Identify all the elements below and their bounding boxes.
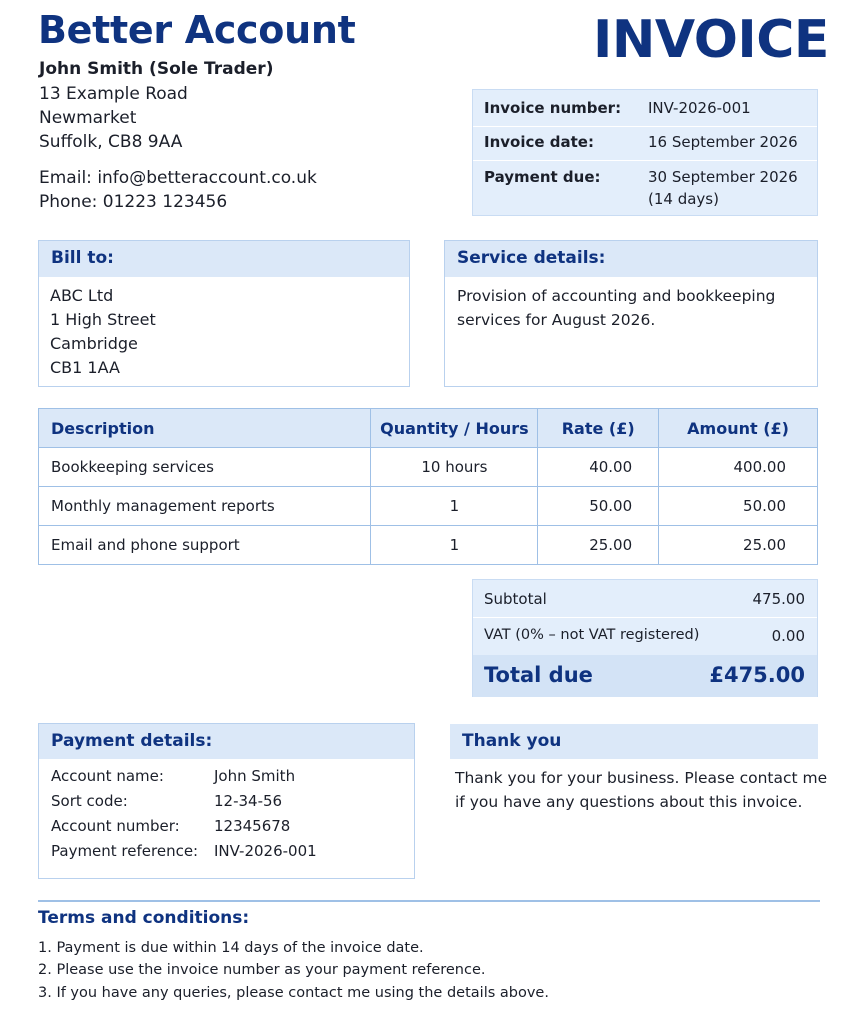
sender-address-line: Suffolk, CB8 9AA <box>39 132 183 152</box>
item-quantity: 1 <box>371 526 538 565</box>
invoice-number-label: Invoice number: <box>484 99 622 117</box>
sender-address-line: Newmarket <box>39 108 137 128</box>
thank-you-header <box>450 724 818 759</box>
service-details-panel <box>444 240 818 387</box>
service-details-line: Provision of accounting and bookkeeping <box>457 287 776 305</box>
phone-number: 01223 123456 <box>102 192 228 212</box>
payment-due-date: 30 September 2026 <box>648 168 798 186</box>
email-label: Email: <box>39 168 92 188</box>
invoice-date-value: 16 September 2026 <box>648 133 798 151</box>
bill-to-header <box>39 241 409 277</box>
column-header-description: Description <box>39 409 371 448</box>
sender-phone-line <box>39 192 227 212</box>
terms-item: 3. If you have any queries, please contact me using the details above. <box>38 985 549 1001</box>
payment-details-title: Payment details: <box>51 731 213 751</box>
subtotal-label: Subtotal <box>484 590 547 608</box>
terms-item: 2. Please use the invoice number as your payment reference. <box>38 962 486 978</box>
payment-due-note: (14 days) <box>648 190 719 208</box>
document-title: INVOICE <box>593 10 829 70</box>
thank-you-title: Thank you <box>462 731 562 751</box>
column-header-rate: Rate (£) <box>538 409 659 448</box>
service-details-title: Service details: <box>457 248 606 268</box>
item-rate: 25.00 <box>538 526 659 565</box>
thank-you-line: if you have any questions about this invoice. <box>455 793 803 811</box>
bill-to-panel <box>38 240 410 387</box>
sort-code-value: 12-34-56 <box>214 792 283 810</box>
payment-due-row <box>473 161 817 216</box>
bill-to-line: ABC Ltd <box>50 286 114 305</box>
email-link[interactable]: info@betteraccount.co.uk <box>97 168 317 188</box>
payment-reference-value: INV-2026-001 <box>214 842 317 860</box>
total-due-value: £475.00 <box>709 663 805 687</box>
payment-details-header <box>39 724 414 759</box>
account-name-value: John Smith <box>214 767 296 785</box>
table-header-row <box>39 409 818 448</box>
totals-divider <box>473 617 817 618</box>
bill-to-line: 1 High Street <box>50 310 156 329</box>
thank-you-line: Thank you for your business. Please contact me <box>455 769 828 787</box>
item-description: Monthly management reports <box>39 487 371 526</box>
invoice-date-label: Invoice date: <box>484 133 594 151</box>
table-row <box>39 487 818 526</box>
totals-box <box>472 579 818 697</box>
item-rate: 40.00 <box>538 448 659 487</box>
total-due-label: Total due <box>484 663 593 687</box>
trader-name: John Smith (Sole Trader) <box>39 59 274 79</box>
terms-item: 1. Payment is due within 14 days of the invoice date. <box>38 940 424 956</box>
invoice-date-row <box>473 127 817 160</box>
table-row <box>39 526 818 565</box>
terms-title: Terms and conditions: <box>38 908 250 928</box>
payment-details-panel <box>38 723 415 879</box>
bill-to-line: CB1 1AA <box>50 358 120 377</box>
payment-reference-label: Payment reference: <box>51 842 199 860</box>
item-amount: 25.00 <box>659 526 818 565</box>
vat-value: 0.00 <box>771 627 805 645</box>
sender-address-line: 13 Example Road <box>39 84 188 104</box>
item-rate: 50.00 <box>538 487 659 526</box>
item-description: Email and phone support <box>39 526 371 565</box>
subtotal-value: 475.00 <box>752 590 805 608</box>
bill-to-title: Bill to: <box>51 248 114 268</box>
bill-to-line: Cambridge <box>50 334 138 353</box>
total-due-row <box>473 655 817 697</box>
invoice-number-value: INV-2026-001 <box>648 99 751 117</box>
vat-label: VAT (0% – not VAT registered) <box>484 627 700 643</box>
section-divider <box>38 900 820 902</box>
account-name-label: Account name: <box>51 767 164 785</box>
invoice-number-row <box>473 90 817 126</box>
item-quantity: 1 <box>371 487 538 526</box>
account-number-label: Account number: <box>51 817 180 835</box>
sender-email-line <box>39 168 317 188</box>
service-details-line: services for August 2026. <box>457 311 656 329</box>
invoice-meta-box <box>472 89 818 216</box>
account-number-value: 12345678 <box>214 817 291 835</box>
phone-label: Phone: <box>39 192 98 212</box>
column-header-quantity: Quantity / Hours <box>371 409 538 448</box>
service-details-header <box>445 241 817 277</box>
sort-code-label: Sort code: <box>51 792 128 810</box>
item-quantity: 10 hours <box>371 448 538 487</box>
table-row <box>39 448 818 487</box>
line-items-table <box>38 408 818 565</box>
payment-due-label: Payment due: <box>484 168 601 186</box>
item-amount: 400.00 <box>659 448 818 487</box>
column-header-amount: Amount (£) <box>659 409 818 448</box>
item-amount: 50.00 <box>659 487 818 526</box>
company-name: Better Account <box>38 8 356 52</box>
item-description: Bookkeeping services <box>39 448 371 487</box>
